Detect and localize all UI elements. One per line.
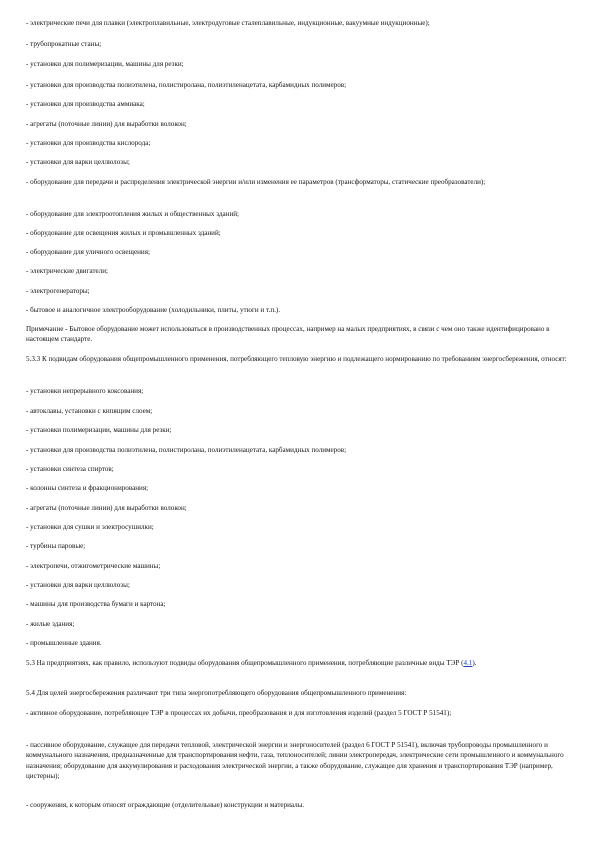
list-item: - колонны синтеза и фракционирования; xyxy=(26,484,149,492)
list-item: - бытовое и аналогичное электрооборудование (холодильники, плиты, утюги и т.п.). xyxy=(26,306,281,314)
list-item: - электрогенераторы; xyxy=(26,287,90,295)
list-item: - активное оборудование, потребляющее ТЭР в процессах их добычи, преобразования и для изготовления изделий (раздел 5 ГОСТ Р 51541); xyxy=(26,709,452,717)
list-item: - установки полимеризации, машины для резки; xyxy=(26,426,172,434)
list-item: - жилые здания; xyxy=(26,620,75,628)
list-item: - установки для полимеризации, машины для резки; xyxy=(26,60,184,68)
clause-text-before: 5.3 На предприятиях, как правило, используют подвиды оборудования общепромышленного применения, потребляющие различные виды ТЭР ( xyxy=(26,659,464,667)
list-item: - машины для производства бумаги и картона; xyxy=(26,600,166,608)
clause-paragraph: 5.4 Для целей энергосбережения различают три типа энергопотребляющего оборудования общепромышленного применения: xyxy=(26,689,407,697)
list-item: - оборудование для передачи и распределения электрической энергии и/или изменения ее параметров (трансформаторы, статические преобразователи); xyxy=(26,178,486,186)
list-item: - автоклавы, установки с кипящим слоем; xyxy=(26,407,153,415)
list-item: - электропечи, отжигометрические машины; xyxy=(26,562,161,570)
clause-paragraph: 5.3.3 К подвидам оборудования общепромышленного применения, потребляющего тепловую энергию и подлежащего нормированию по требованиям энергосбережения, относят: xyxy=(26,355,567,363)
list-item: - установки для сушки и электросушилки; xyxy=(26,523,154,531)
list-item: - сооружения, к которым относят ограждающие (отделительные) конструкции и материалы. xyxy=(26,801,305,809)
list-item: - оборудование для освещения жилых и промышленных зданий; xyxy=(26,229,221,237)
list-item: - установки для производства кислорода; xyxy=(26,139,151,147)
clause-paragraph xyxy=(26,658,571,668)
list-item: - агрегаты (поточные линии) для выработки волокон; xyxy=(26,504,187,512)
clause-text-after: ). xyxy=(472,659,477,667)
list-item: - электрические двигатели; xyxy=(26,267,109,275)
reference-link[interactable]: 4.1 xyxy=(463,659,473,667)
list-item: - трубопрокатные станы; xyxy=(26,40,102,48)
list-item: - промышленные здания. xyxy=(26,639,102,647)
list-item: - электрические печи для плавки (электроплавильные, электродуговые сталеплавильные, индукционные, вакуумные индукционные); xyxy=(26,19,430,27)
list-item: - оборудование для уличного освещения; xyxy=(26,248,150,256)
list-item: - установки для варки целлюлозы; xyxy=(26,581,130,589)
note-paragraph: Примечание - Бытовое оборудование может использоваться в производственных процессах, например на малых предприятиях, в связи с чем оно также идентифицировано в настоящем стандарте. xyxy=(26,325,550,344)
list-item: - установки непрерывного коксования; xyxy=(26,387,144,395)
list-item: - агрегаты (поточные линии) для выработки волокон; xyxy=(26,120,187,128)
list-item: - установки синтеза спиртов; xyxy=(26,465,114,473)
list-item: - установки для варки целлюлозы; xyxy=(26,158,130,166)
list-item: - установки для производства аммиака; xyxy=(26,100,145,108)
list-item: - установки для производства полиэтилена, полистиролана, полиэтиленацетата, карбамидных полимеров; xyxy=(26,446,347,454)
list-item: - турбины паровые; xyxy=(26,542,86,550)
list-item: - оборудование для электроотопления жилых и общественных зданий; xyxy=(26,210,240,218)
list-item: - пассивное оборудование, служащее для передачи тепловой, электрической энергии и энергоносителей (раздел 6 ГОСТ Р 51541), включая трубопроводы промышленного и коммунального назначения, предназначенные для транспортирования нефти, газа, теплоносителей; линии электропередач, электрические сети промышленного и коммунального назначения; оборудование для аккумулирования и расходования электрической энергии, а также оборудование, служащее для хранения и транспортирования ТЭР (например, цистерны); xyxy=(26,741,564,780)
list-item: - установки для производства полиэтилена, полистиролана, полиэтиленацетата, карбамидных полимеров; xyxy=(26,81,347,89)
